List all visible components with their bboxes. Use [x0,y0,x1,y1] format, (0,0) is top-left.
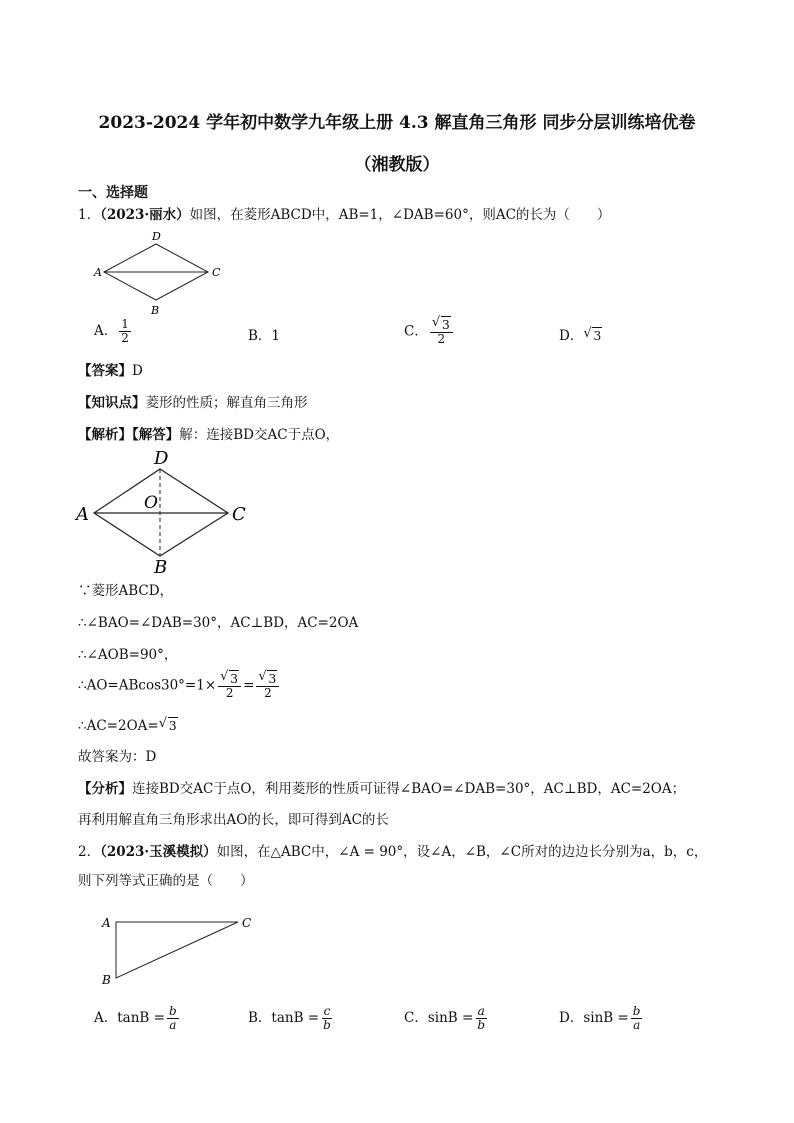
fenxi-tag: 【分析】 [78,781,132,797]
q2-option-a[interactable] [94,1005,181,1032]
sqrt [159,717,178,735]
fraction-denominator: b [477,1018,485,1032]
option-label: D． [559,328,584,344]
label-a: A [94,266,102,279]
q1-number: 1． [78,207,101,223]
option-label: C． [404,1010,428,1026]
times-sign: × [204,677,217,694]
fenxi-text: 连接BD交AC于点O，利用菱形的性质可证得∠BAO=∠DAB=30°，AC⊥BD，AC=2OA； [132,781,686,797]
fraction-numerator: 1 [121,317,129,331]
fraction [430,318,453,346]
q1-option-c[interactable] [404,318,455,346]
doc-title-line1: 2023-2024 学年初中数学九年级上册 4.3 解直角三角形 同步分层训练培优卷 [98,113,696,133]
q1-answer [78,362,143,380]
answer-value: D [132,363,143,379]
radicand: 3 [230,671,239,686]
q1-option-d[interactable] [559,327,602,345]
fraction [321,1005,333,1032]
label-a: A [76,504,89,525]
fraction-numerator [218,672,241,687]
label-a: A [102,916,111,930]
q1-option-a[interactable] [94,318,133,345]
q1-source: （2023·丽水） [100,207,190,223]
option-value: 1 [271,328,281,344]
step5-text: ∴AC=2OA= [78,718,159,734]
q2-number: 2． [78,844,101,860]
fraction-numerator [256,672,279,687]
option-label: C． [404,323,428,340]
label-b: B [102,973,111,987]
sqrt [258,672,277,685]
radicand: 3 [168,718,177,733]
option-function: sinB = [427,1010,474,1026]
equals-sign: = [243,677,255,694]
fraction-denominator: 2 [264,686,272,700]
conclusion: 故答案为：D [78,749,157,765]
option-label: A． [94,323,118,339]
section-heading: 一、选择题 [78,185,148,201]
q2-stem-text: 如图，在△ABC中，∠A = 90°，设∠A，∠B，∠C所对的边边长分别为a，b，c， [216,844,708,860]
q2-option-c[interactable] [404,1005,489,1032]
q2-triangle-figure [96,910,266,992]
label-c: C [212,266,221,279]
analysis-tag: 【解析】【解答】 [78,427,180,443]
fraction-numerator [430,318,453,333]
answer-tag: 【答案】 [78,363,132,379]
step-1: ∵菱形ABCD， [78,583,174,599]
analysis-text: 解：连接BD交AC于点O， [179,427,340,443]
q2-stem-line2: 则下列等式正确的是（ ） [78,873,254,889]
q1-analysis-figure [74,446,254,576]
step-3: ∴∠AOB=90°， [78,647,178,663]
radicand: 3 [593,328,602,343]
fraction [119,318,131,345]
q1-option-b[interactable] [248,327,280,345]
doc-title-line2: （湘教版） [354,155,440,175]
triangle-shape [116,922,238,978]
kp-text: 菱形的性质；解直角三角形 [145,395,308,411]
option-label: A． [94,1010,118,1026]
q1-rhombus-figure [88,228,228,320]
fraction [256,672,279,700]
fraction [631,1005,643,1032]
option-function: sinB = [583,1010,629,1026]
radicand: 3 [441,317,450,332]
option-function: tanB = [117,1010,165,1026]
step-5 [78,717,178,735]
q2-stem-line1 [78,843,707,861]
label-b: B [154,557,168,576]
label-b: B [151,304,160,317]
q1-stem-text: 如图，在菱形ABCD中，AB=1，∠DAB=60°，则AC的长为（ ） [189,207,611,223]
option-label: B． [248,328,272,344]
fraction-numerator: b [632,1004,641,1018]
option-function: tanB = [271,1010,320,1026]
label-d: D [152,230,161,243]
q1-analysis [78,426,339,444]
sqrt [583,327,602,345]
fraction [475,1005,487,1032]
fraction-denominator: a [633,1018,641,1032]
fraction-denominator: a [169,1018,177,1032]
q1-stem [78,206,610,224]
q2-source: （2023·玉溪模拟） [100,844,217,860]
sqrt [432,318,451,331]
fraction-denominator: b [323,1018,331,1032]
q1-fenxi-line1 [78,780,685,798]
step-2: ∴∠BAO=∠DAB=30°，AC⊥BD，AC=2OA [78,615,359,631]
radicand: 3 [268,671,277,686]
q2-option-d[interactable] [559,1005,644,1032]
step4-text: ∴AO=ABcos30°=1 [78,677,205,694]
fraction-denominator: 2 [437,332,446,346]
step-4 [78,672,281,700]
fraction-denominator: 2 [121,331,129,345]
sqrt [220,672,239,685]
fraction-numerator: c [323,1004,331,1018]
option-label: D． [559,1010,584,1026]
q1-knowledge-point [78,394,308,412]
kp-tag: 【知识点】 [78,395,146,411]
fraction-numerator: a [477,1004,485,1018]
label-c: C [232,504,246,525]
fraction-denominator: 2 [225,686,234,700]
fraction-numerator: b [168,1004,177,1018]
label-o: O [144,493,158,513]
fraction [167,1005,179,1032]
option-label: B． [248,1010,272,1026]
q2-option-b[interactable] [248,1005,335,1032]
label-c: C [242,916,252,930]
fraction [218,672,241,700]
label-d: D [154,448,169,469]
q1-fenxi-line2: 再利用解直角三角形求出AO的长，即可得到AC的长 [78,812,389,828]
